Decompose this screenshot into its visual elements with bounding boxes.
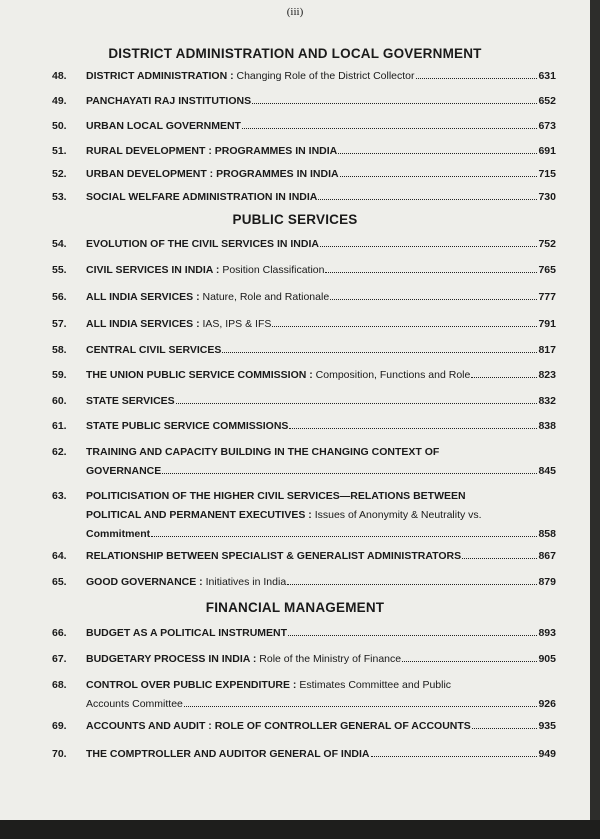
entry-page: 715 — [538, 168, 556, 180]
entry-number: 67. — [52, 653, 67, 665]
entry-subtitle: Position Classification — [222, 264, 325, 276]
entry-number: 70. — [52, 748, 67, 760]
entry-page: 858 — [538, 528, 556, 540]
entry-number: 66. — [52, 627, 67, 639]
dot-leader — [340, 167, 538, 177]
entry-number: 62. — [52, 446, 67, 458]
entry-page: 935 — [538, 720, 556, 732]
entry-page: 905 — [538, 653, 556, 665]
entry-title: CIVIL SERVICES IN INDIA : — [86, 264, 220, 276]
section-heading: DISTRICT ADMINISTRATION AND LOCAL GOVERNMENT — [108, 46, 482, 61]
dot-leader — [242, 119, 537, 129]
entry-page: 926 — [538, 698, 556, 710]
dot-leader — [222, 343, 537, 353]
entry-title: URBAN LOCAL GOVERNMENT — [86, 120, 241, 132]
dot-leader — [471, 368, 537, 378]
entry-page: 791 — [538, 318, 556, 330]
entry-page: 893 — [538, 627, 556, 639]
entry-page: 838 — [538, 420, 556, 432]
entry-page: 949 — [538, 748, 556, 760]
entry-title: RELATIONSHIP BETWEEN SPECIALIST & GENERALIST ADMINISTRATORS — [86, 550, 462, 562]
dot-leader — [462, 549, 537, 559]
entry-subtitle: Composition, Functions and Role — [315, 369, 471, 381]
entry-page: 673 — [538, 120, 556, 132]
section-heading: FINANCIAL MANAGEMENT — [205, 600, 385, 615]
entry-number: 61. — [52, 420, 67, 432]
entry-number: 52. — [52, 168, 67, 180]
entry-number: 59. — [52, 369, 67, 381]
entry-title: THE UNION PUBLIC SERVICE COMMISSION : — [86, 369, 313, 381]
dot-leader — [252, 94, 537, 104]
entry-subtitle: Changing Role of the District Collector — [236, 70, 415, 82]
entry-page: 691 — [538, 145, 556, 157]
scan-bottom-shadow — [0, 820, 600, 839]
entry-title: DISTRICT ADMINISTRATION : — [86, 70, 234, 82]
entry-number: 54. — [52, 238, 67, 250]
entry-title: EVOLUTION OF THE CIVIL SERVICES IN INDIA — [86, 238, 319, 250]
scan-edge-shadow — [590, 0, 600, 839]
dot-leader — [176, 394, 538, 404]
dot-leader — [330, 290, 537, 300]
entry-page: 867 — [538, 550, 556, 562]
entry-number: 50. — [52, 120, 67, 132]
entry-title: BUDGET AS A POLITICAL INSTRUMENT — [86, 627, 288, 639]
entry-page: 832 — [538, 395, 556, 407]
dot-leader — [151, 527, 537, 537]
entry-number: 57. — [52, 318, 67, 330]
section-heading: PUBLIC SERVICES — [232, 212, 358, 227]
entry-subtitle: IAS, IPS & IFS — [202, 318, 272, 330]
dot-leader — [325, 263, 537, 273]
entry-title: CONTROL OVER PUBLIC EXPENDITURE : — [86, 679, 297, 691]
entry-title-continued: GOVERNANCE — [86, 465, 162, 477]
entry-page: 752 — [538, 238, 556, 250]
dot-leader — [416, 69, 538, 79]
entry-title: URBAN DEVELOPMENT : PROGRAMMES IN INDIA — [86, 168, 339, 180]
entry-number: 65. — [52, 576, 67, 588]
entry-page: 823 — [538, 369, 556, 381]
entry-title: ALL INDIA SERVICES : — [86, 318, 200, 330]
entry-number: 51. — [52, 145, 67, 157]
dot-leader — [272, 317, 537, 327]
entry-page: 765 — [538, 264, 556, 276]
dot-leader — [184, 697, 538, 707]
entry-number: 56. — [52, 291, 67, 303]
entry-number: 58. — [52, 344, 67, 356]
entry-page: 730 — [538, 191, 556, 203]
entry-title: GOOD GOVERNANCE : — [86, 576, 203, 588]
entry-title: POLITICISATION OF THE HIGHER CIVIL SERVICES—RELATIONS BETWEEN — [86, 490, 466, 502]
dot-leader — [287, 575, 537, 585]
entry-title: STATE PUBLIC SERVICE COMMISSIONS — [86, 420, 289, 432]
entry-number: 63. — [52, 490, 67, 502]
entry-number: 48. — [52, 70, 67, 82]
dot-leader — [402, 652, 537, 662]
entry-title-continued: Accounts Committee — [86, 698, 183, 710]
entry-title: PANCHAYATI RAJ INSTITUTIONS — [86, 95, 252, 107]
entry-number: 64. — [52, 550, 67, 562]
page-number: (iii) — [286, 6, 304, 18]
entry-title: THE COMPTROLLER AND AUDITOR GENERAL OF INDIA — [86, 748, 370, 760]
entry-title-line2: POLITICAL AND PERMANENT EXECUTIVES : — [86, 509, 312, 521]
entry-subtitle: Nature, Role and Rationale — [202, 291, 330, 303]
entry-number: 60. — [52, 395, 67, 407]
dot-leader — [472, 719, 538, 729]
entry-page: 879 — [538, 576, 556, 588]
entry-page: 777 — [538, 291, 556, 303]
entry-title: BUDGETARY PROCESS IN INDIA : — [86, 653, 257, 665]
dot-leader — [289, 419, 537, 429]
entry-page: 631 — [538, 70, 556, 82]
entry-subtitle: Issues of Anonymity & Neutrality vs. — [314, 509, 482, 521]
dot-leader — [371, 747, 538, 757]
entry-subtitle: Estimates Committee and Public — [299, 679, 452, 691]
entry-number: 49. — [52, 95, 67, 107]
entry-number: 53. — [52, 191, 67, 203]
entry-number: 55. — [52, 264, 67, 276]
entry-page: 845 — [538, 465, 556, 477]
entry-title: STATE SERVICES — [86, 395, 175, 407]
entry-page: 817 — [538, 344, 556, 356]
entry-subtitle: Role of the Ministry of Finance — [259, 653, 402, 665]
entry-title: ACCOUNTS AND AUDIT : ROLE OF CONTROLLER GENERAL OF ACCOUNTS — [86, 720, 471, 732]
entry-title: CENTRAL CIVIL SERVICES — [86, 344, 222, 356]
entry-number: 69. — [52, 720, 67, 732]
dot-leader — [288, 626, 537, 636]
dot-leader — [318, 190, 537, 200]
entry-title: SOCIAL WELFARE ADMINISTRATION IN INDIA — [86, 191, 318, 203]
entry-page: 652 — [538, 95, 556, 107]
entry-title: TRAINING AND CAPACITY BUILDING IN THE CHANGING CONTEXT OF — [86, 446, 440, 458]
dot-leader — [320, 237, 537, 247]
entry-number: 68. — [52, 679, 67, 691]
dot-leader — [338, 144, 537, 154]
entry-title-continued: Commitment — [86, 528, 151, 540]
entry-subtitle: Initiatives in India — [205, 576, 287, 588]
entry-title: RURAL DEVELOPMENT : PROGRAMMES IN INDIA — [86, 145, 338, 157]
dot-leader — [162, 464, 537, 474]
entry-title: ALL INDIA SERVICES : — [86, 291, 200, 303]
